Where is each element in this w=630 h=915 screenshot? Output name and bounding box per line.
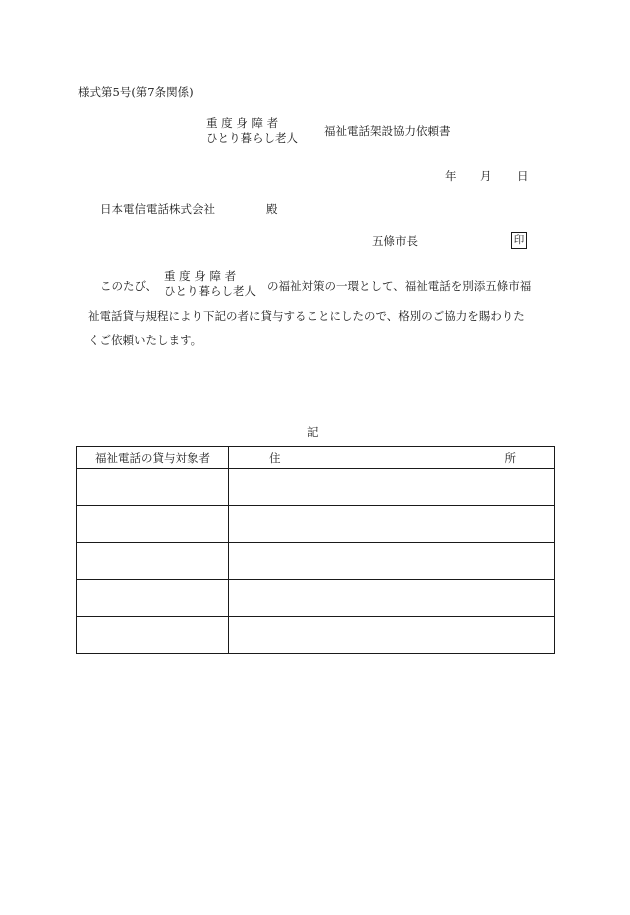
table-row	[77, 543, 555, 580]
document-title: 福祉電話架設協力依頼書	[324, 124, 451, 138]
table-row	[77, 617, 555, 654]
body-line-1-rest: の福祉対策の一環として、福祉電話を別添五條市福	[267, 279, 532, 293]
ki-heading: 記	[307, 425, 319, 439]
body-subject-line-2: ひとり暮らし老人	[164, 284, 256, 298]
body-subject-stack	[164, 269, 256, 299]
recipient-name: 日本電信電話株式会社	[100, 202, 215, 216]
header-recipient: 福祉電話の貸与対象者	[77, 447, 229, 469]
issuer-name: 五條市長	[372, 234, 418, 248]
date-month-label: 月	[480, 169, 492, 183]
title-subject-stack	[206, 116, 298, 146]
form-number: 様式第5号(第7条関係)	[78, 85, 194, 99]
table-row	[77, 506, 555, 543]
header-address	[229, 447, 555, 469]
cell-recipient[interactable]	[77, 580, 229, 617]
recipient-table	[76, 446, 555, 654]
body-subject-line-1: 重 度 身 障 者	[164, 269, 237, 283]
cell-address[interactable]	[229, 617, 555, 654]
cell-address[interactable]	[229, 580, 555, 617]
table-row	[77, 469, 555, 506]
cell-address[interactable]	[229, 469, 555, 506]
seal-mark: 印	[511, 232, 527, 249]
header-address-right: 所	[504, 450, 516, 465]
date-day-label: 日	[517, 169, 529, 183]
body-line-2: 祉電話貸与規程により下記の者に貸与することにしたので、格別のご協力を賜わりた	[88, 309, 525, 323]
header-address-left: 住	[269, 450, 281, 465]
body-lead: このたび、	[100, 279, 158, 293]
cell-address[interactable]	[229, 543, 555, 580]
cell-recipient[interactable]	[77, 506, 229, 543]
recipient-honorific: 殿	[266, 202, 278, 216]
cell-recipient[interactable]	[77, 617, 229, 654]
body-line-3: くご依頼いたします。	[88, 333, 203, 347]
table-row	[77, 580, 555, 617]
table-header-row	[77, 447, 555, 469]
date-year-label: 年	[445, 169, 457, 183]
cell-address[interactable]	[229, 506, 555, 543]
title-subject-line-1: 重 度 身 障 者	[206, 116, 279, 130]
cell-recipient[interactable]	[77, 543, 229, 580]
title-subject-line-2: ひとり暮らし老人	[206, 131, 298, 145]
cell-recipient[interactable]	[77, 469, 229, 506]
